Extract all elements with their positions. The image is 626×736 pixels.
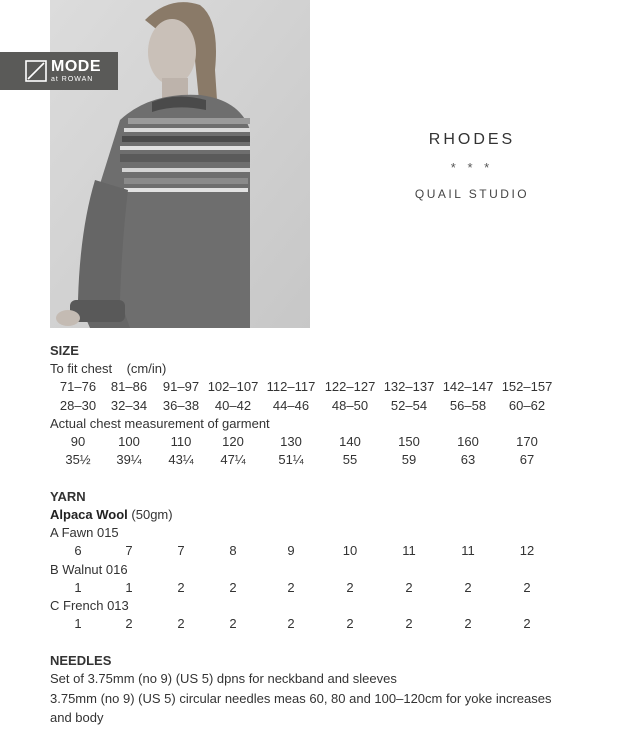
needles-line-2: 3.75mm (no 9) (US 5) circular needles meas 60, 80 and 100–120cm for yoke increases and body [50,691,552,725]
table-cell: 1 [125,580,133,595]
table-cell: 142–147 [442,379,494,394]
table-cell: 2 [464,616,472,631]
table-cell: 59 [401,452,417,467]
table-cell: 28–30 [59,398,97,413]
actual-chest-label: Actual chest measurement of garment [50,416,270,431]
table-cell: 51¼ [278,452,304,467]
table-cell: 63 [460,452,476,467]
table-cell: 7 [177,543,185,558]
table-cell: 12 [519,543,535,558]
yarn-name: Alpaca Wool [50,507,128,522]
table-cell: 2 [177,616,185,631]
table-cell: 2 [523,616,531,631]
size-table-row [0,452,626,470]
table-cell: 9 [287,543,295,558]
needles-heading: NEEDLES [50,653,112,668]
table-cell: 10 [342,543,358,558]
table-cell: 44–46 [272,398,310,413]
table-cell: 47¼ [220,452,246,467]
table-cell: 150 [398,434,420,449]
table-cell: 60–62 [508,398,546,413]
table-cell: 100 [118,434,140,449]
yarn-quantity-row [0,616,626,634]
table-cell: 1 [74,616,82,631]
table-cell: 2 [405,616,413,631]
table-cell: 170 [516,434,538,449]
table-cell: 67 [519,452,535,467]
mode-at-rowan-logo [0,52,118,90]
table-cell: 2 [229,616,237,631]
table-cell: 71–76 [59,379,97,394]
yarn-heading: YARN [50,489,86,504]
size-table-row [0,434,626,452]
pattern-name: RHODES [428,131,516,148]
table-cell: 2 [287,580,295,595]
fit-chest-label [50,361,166,376]
table-cell: 35½ [65,452,91,467]
fit-chest-units: (cm/in) [126,361,167,376]
table-cell: 11 [402,543,416,558]
table-cell: 160 [457,434,479,449]
model-photo [50,0,310,328]
brand-line2: at ROWAN [51,76,94,83]
difficulty-stars: * * * [450,160,494,175]
table-cell: 152–157 [501,379,553,394]
table-cell: 2 [287,616,295,631]
table-cell: 122–127 [324,379,376,394]
table-cell: 2 [177,580,185,595]
table-cell: 32–34 [110,398,148,413]
pattern-title-block [380,131,564,201]
table-cell: 132–137 [383,379,435,394]
table-cell: 11 [461,543,475,558]
size-table-row [0,379,626,397]
brand-mark-icon [25,60,47,82]
yarn-colour-label: B Walnut 016 [50,562,128,577]
table-cell: 91–97 [162,379,200,394]
table-cell: 2 [346,580,354,595]
designer-name: QUAIL STUDIO [414,187,530,201]
table-cell: 81–86 [110,379,148,394]
table-cell: 140 [339,434,361,449]
table-cell: 120 [222,434,244,449]
brand-line1: MODE [51,58,101,75]
table-cell: 39¼ [116,452,142,467]
table-cell: 7 [125,543,133,558]
size-heading: SIZE [50,343,79,358]
table-cell: 55 [342,452,358,467]
table-cell: 1 [74,580,82,595]
yarn-quantity-row [0,580,626,598]
table-cell: 2 [523,580,531,595]
yarn-colour-label: C French 013 [50,598,129,613]
table-cell: 52–54 [390,398,428,413]
yarn-name-line [50,507,173,522]
table-cell: 2 [229,580,237,595]
table-cell: 8 [229,543,237,558]
table-cell: 2 [464,580,472,595]
table-cell: 90 [70,434,86,449]
table-cell: 2 [125,616,133,631]
table-cell: 110 [170,434,192,449]
table-cell: 56–58 [449,398,487,413]
table-cell: 102–107 [207,379,259,394]
size-table-row [0,398,626,416]
table-cell: 6 [74,543,82,558]
table-cell: 36–38 [162,398,200,413]
yarn-weight: (50gm) [131,507,173,522]
table-cell: 130 [280,434,302,449]
needles-line-1: Set of 3.75mm (no 9) (US 5) dpns for neckband and sleeves [50,671,397,686]
table-cell: 112–117 [266,379,316,394]
table-cell: 48–50 [331,398,369,413]
table-cell: 2 [346,616,354,631]
fit-chest-text: To fit chest [50,361,113,376]
yarn-colour-label: A Fawn 015 [50,525,119,540]
table-cell: 43¼ [168,452,194,467]
table-cell: 2 [405,580,413,595]
yarn-quantity-row [0,543,626,561]
table-cell: 40–42 [214,398,252,413]
